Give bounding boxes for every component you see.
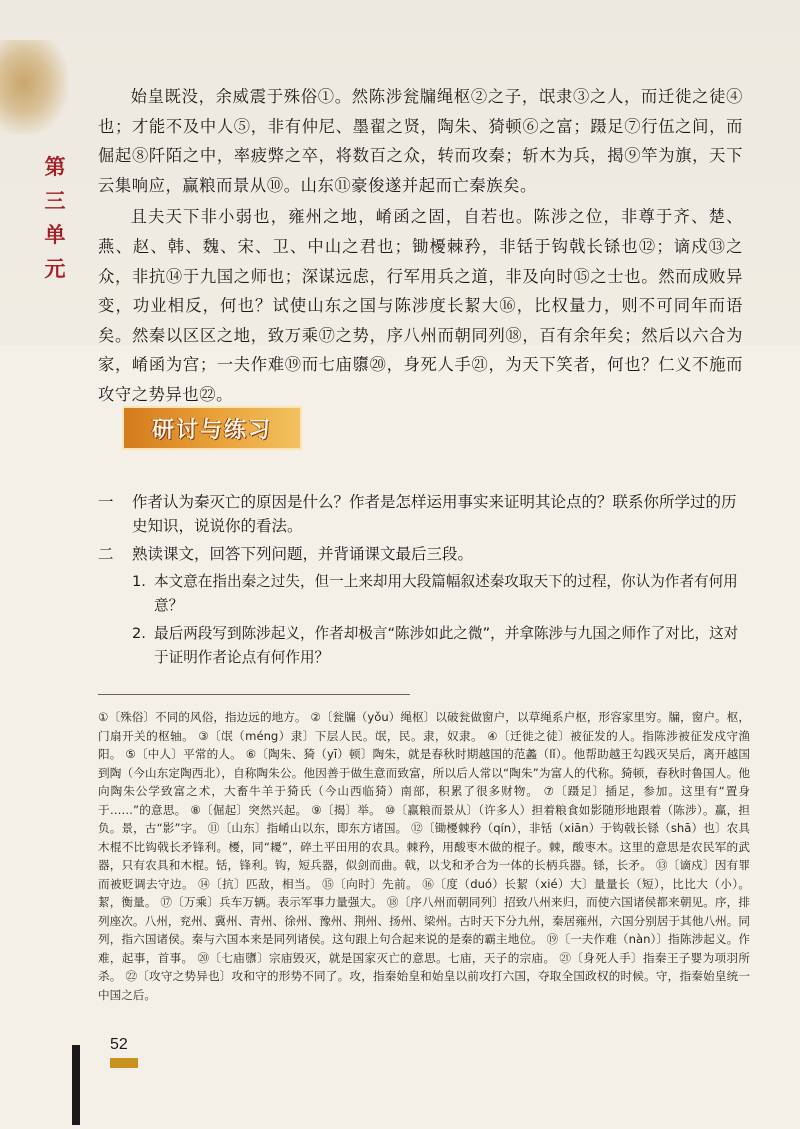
unit-char: 元	[44, 257, 66, 281]
exercise-item	[98, 490, 746, 538]
exercise-number: 一	[98, 493, 114, 511]
unit-char: 第	[44, 155, 66, 179]
section-title: 研讨与练习	[151, 417, 272, 443]
exercise-text: 熟读课文，回答下列问题，并背诵课文最后三段。	[132, 545, 474, 563]
sub-question-text: 最后两段写到陈涉起义，作者却极言“陈涉如此之微”，并拿陈涉与九国之师作了对比，这对于证明作者论点有何作用？	[154, 625, 739, 666]
footnote-divider	[98, 694, 410, 695]
unit-char: 三	[44, 189, 66, 213]
paragraph: 始皇既没，余威震于殊俗①。然陈涉瓮牖绳枢②之子，氓隶③之人，而迁徙之徒④也；才能不及中人⑤，非有仲尼、墨翟之贤，陶朱、猗顿⑥之富；蹑足⑦行伍之间，而倔起⑧阡陌之中，率疲弊之卒，将数百之众，转而攻秦；斩木为兵，揭⑨竿为旗，天下云集响应，赢粮而景从⑩。山东⑪豪俊遂并起而亡秦族矣。	[98, 87, 743, 195]
page-tag	[110, 1058, 138, 1068]
paragraph: 且夫天下非小弱也，雍州之地，崤函之固，自若也。陈涉之位，非尊于齐、楚、燕、赵、韩、魏、宋、卫、中山之君也；锄櫌棘矜，非铦于钩戟长铩也⑫；谪戍⑬之众，非抗⑭于九国之师也；深谋远虑，行军用兵之道，非及向时⑮之士也。然而成败异变，功业相反，何也？试使山东之国与陈涉度长絜大⑯，比权量力，则不可同年而语矣。然秦以区区之地，致万乘⑰之势，序八州而朝同列⑱，百有余年矣；然后以六合为家，崤函为宫；一夫作难⑲而七庙隳⑳，身死人手㉑，为天下笑者，何也？仁义不施而攻守之势异也㉒。	[98, 207, 743, 404]
sub-question	[132, 622, 746, 670]
page-number: 52	[110, 1036, 128, 1053]
section-banner	[122, 406, 302, 450]
exercise-item	[98, 542, 746, 566]
unit-label	[42, 150, 68, 286]
page-bar	[72, 1045, 80, 1125]
exercise-list	[98, 490, 746, 670]
sub-question	[132, 570, 746, 618]
sub-question-number: 2.	[132, 625, 146, 642]
unit-char: 单	[44, 223, 66, 247]
sub-question-number: 1.	[132, 573, 146, 590]
sub-question-text: 本文意在指出秦之过失，但一上来却用大段篇幅叙述秦攻取天下的过程，你认为作者有何用意？	[154, 573, 738, 614]
decorative-emblem-icon	[0, 40, 68, 135]
main-text	[98, 82, 743, 410]
footnotes: ①〔殊俗〕不同的风俗，指边远的地方。 ②〔瓮牖（yǒu）绳枢〕以破瓮做窗户，以草绳系户枢，形容家里穷。牖，窗户。枢，门扇开关的枢轴。 ③〔氓（méng）隶〕下层人民。氓，民。隶，奴隶。 ④〔迁徙之徒〕被征发的人。指陈涉被征发戍守渔阳。 ⑤〔中人〕平常的人。 ⑥〔陶朱、猗（yī）顿〕陶朱，就是春秋时期越国的范蠡（lǐ）。他帮助越王勾践灭吴后，离开越国到陶（今山东定陶西北），自称陶朱公。他因善于做生意而致富，所以后人常以“陶朱”为富人的代称。猗顿，春秋时鲁国人。他向陶朱公学致富之术，大畜牛羊于猗氏（今山西临猗）南部，积累了很多财物。 ⑦〔蹑足〕插足，参加。这里有“置身于……”的意思。 ⑧〔倔起〕突然兴起。 ⑨〔揭〕举。 ⑩〔赢粮而景从〕（许多人）担着粮食如影随形地跟着（陈涉）。赢，担负。景，古“影”字。 ⑪〔山东〕指崤山以东，即东方诸国。 ⑫〔锄櫌棘矜（qín），非铦（xiān）于钩戟长铩（shā）也〕农具木棍不比钩戟长矛锋利。櫌，同“耰”，碎土平田用的农具。棘矜，用酸枣木做的棍子。棘，酸枣木。这里的意思是农民军的武器，只有农具和木棍。铦，锋利。钩，短兵器，似剑而曲。戟，以戈和矛合为一体的长柄兵器。铩，长矛。 ⑬〔谪戍〕因有罪而被贬调去守边。 ⑭〔抗〕匹敌，相当。 ⑮〔向时〕先前。 ⑯〔度（duó）长絜（xié）大〕量量长（短），比比大（小）。絜，衡量。 ⑰〔万乘〕兵车万辆。表示军事力量强大。 ⑱〔序八州而朝同列〕招致八州来归，而使六国诸侯都来朝见。序，排列座次。八州，兖州、冀州、青州、徐州、豫州、荆州、扬州、梁州。古时天下分九州，秦居雍州，六国分别居于其他八州。同列，指六国诸侯。秦与六国本来是同列诸侯。这句跟上句合起来说的是秦的霸主地位。 ⑲〔一夫作难（nàn）〕指陈涉起义。作难，起事，首事。 ⑳〔七庙隳〕宗庙毁灭，就是国家灭亡的意思。七庙，天子的宗庙。 ㉑〔身死人手〕指秦王子婴为项羽所杀。 ㉒〔攻守之势异也〕攻和守的形势不同了。攻，指秦始皇和始皇以前攻打六国，夺取全国政权的时候。守，指秦始皇统一中国之后。	[98, 710, 750, 1002]
exercise-text: 作者认为秦灭亡的原因是什么？作者是怎样运用事实来证明其论点的？联系你所学过的历史知识，说说你的看法。	[132, 493, 737, 535]
exercise-number: 二	[98, 545, 114, 563]
